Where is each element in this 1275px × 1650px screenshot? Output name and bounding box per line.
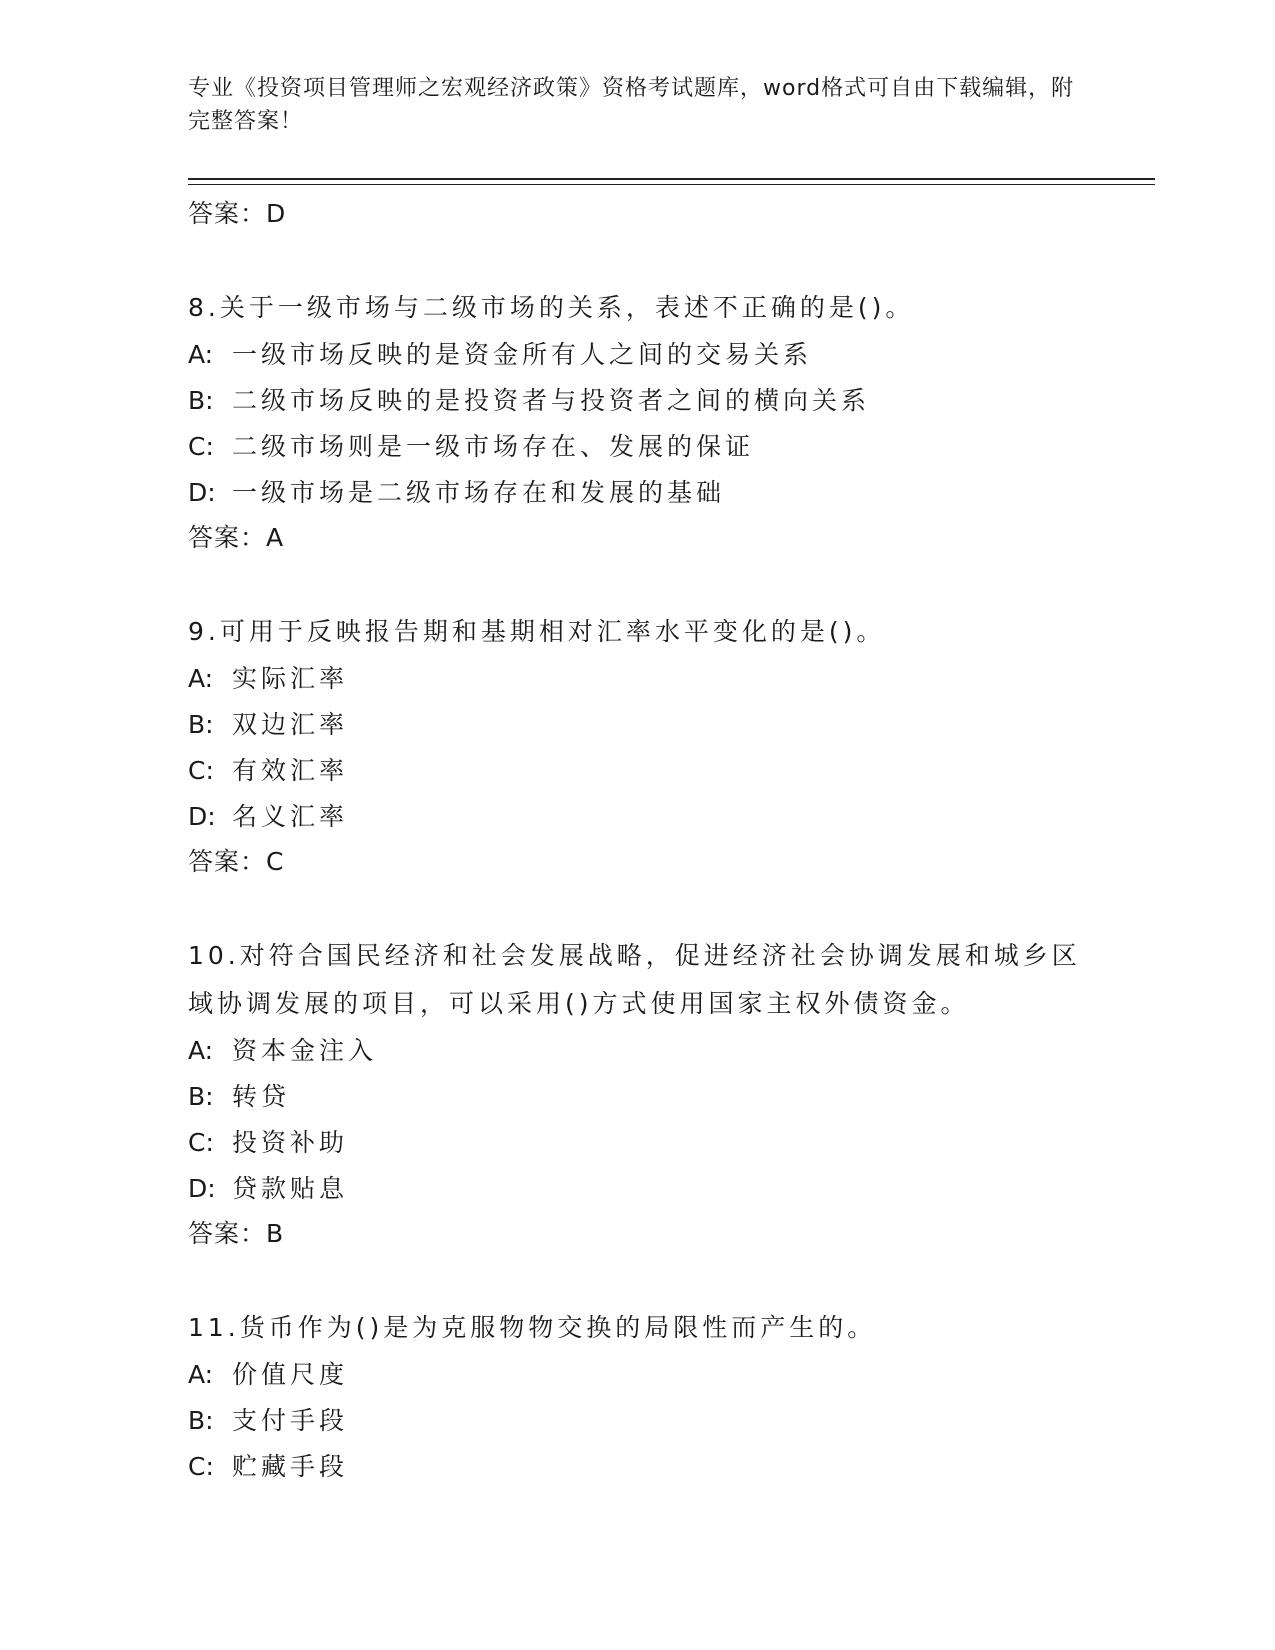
option-key: D: bbox=[188, 478, 216, 507]
option-c bbox=[188, 748, 1088, 794]
header-rule-thin bbox=[188, 184, 1155, 185]
option-key: C: bbox=[188, 1128, 214, 1157]
option-d bbox=[188, 794, 1088, 840]
option-key: B: bbox=[188, 710, 214, 739]
option-text: 双边汇率 bbox=[232, 710, 349, 739]
question-text: 9.可用于反映报告期和基期相对汇率水平变化的是()。 bbox=[188, 617, 886, 646]
option-text: 名义汇率 bbox=[232, 802, 349, 831]
question-text: 11.货币作为()是为克服物物交换的局限性而产生的。 bbox=[188, 1313, 877, 1342]
answer-line: 答案：D bbox=[188, 199, 287, 228]
option-key: C: bbox=[188, 1452, 214, 1481]
option-text: 投资补助 bbox=[232, 1128, 349, 1157]
option-b bbox=[188, 1398, 1088, 1444]
option-key: A: bbox=[188, 340, 214, 369]
option-text: 价值尺度 bbox=[232, 1360, 349, 1389]
option-d bbox=[188, 1166, 1088, 1212]
option-b bbox=[188, 378, 1088, 424]
option-key: A: bbox=[188, 1360, 214, 1389]
option-d bbox=[188, 470, 1088, 516]
option-c bbox=[188, 424, 1088, 470]
question-list bbox=[188, 192, 1088, 1490]
option-text: 转贷 bbox=[232, 1082, 291, 1111]
question-text: 10.对符合国民经济和社会发展战略，促进经济社会协调发展和城乡区域协调发展的项目，可以采用()方式使用国家主权外债资金。 bbox=[188, 941, 1081, 1018]
option-b bbox=[188, 1074, 1088, 1120]
option-key: C: bbox=[188, 432, 214, 461]
option-text: 一级市场是二级市场存在和发展的基础 bbox=[232, 478, 726, 507]
option-key: D: bbox=[188, 802, 216, 831]
option-key: A: bbox=[188, 664, 214, 693]
option-c bbox=[188, 1120, 1088, 1166]
option-text: 有效汇率 bbox=[232, 756, 349, 785]
answer-line: 答案：B bbox=[188, 1219, 285, 1248]
option-key: B: bbox=[188, 1082, 214, 1111]
header-rule-thick bbox=[188, 178, 1155, 180]
question-text: 8.关于一级市场与二级市场的关系，表述不正确的是()。 bbox=[188, 293, 915, 322]
question-block bbox=[188, 284, 1088, 560]
option-a bbox=[188, 1352, 1088, 1398]
question-block bbox=[188, 932, 1088, 1256]
question-block bbox=[188, 608, 1088, 884]
option-key: B: bbox=[188, 386, 214, 415]
question-block bbox=[188, 1304, 1088, 1490]
option-text: 资本金注入 bbox=[232, 1036, 378, 1065]
option-text: 二级市场则是一级市场存在、发展的保证 bbox=[232, 432, 755, 461]
option-key: B: bbox=[188, 1406, 214, 1435]
answer-line: 答案：C bbox=[188, 847, 285, 876]
option-text: 贷款贴息 bbox=[232, 1174, 349, 1203]
option-b bbox=[188, 702, 1088, 748]
option-text: 支付手段 bbox=[232, 1406, 349, 1435]
option-a bbox=[188, 332, 1088, 378]
option-text: 实际汇率 bbox=[232, 664, 349, 693]
option-text: 一级市场反映的是资金所有人之间的交易关系 bbox=[232, 340, 813, 369]
document-intro: 专业《投资项目管理师之宏观经济政策》资格考试题库，word格式可自由下载编辑，附完整答案！ bbox=[188, 76, 1075, 134]
option-key: A: bbox=[188, 1036, 214, 1065]
option-a bbox=[188, 656, 1088, 702]
option-key: D: bbox=[188, 1174, 216, 1203]
option-c bbox=[188, 1444, 1088, 1490]
option-a bbox=[188, 1028, 1088, 1074]
answer-line: 答案：A bbox=[188, 523, 285, 552]
option-key: C: bbox=[188, 756, 214, 785]
option-text: 二级市场反映的是投资者与投资者之间的横向关系 bbox=[232, 386, 871, 415]
option-text: 贮藏手段 bbox=[232, 1452, 349, 1481]
